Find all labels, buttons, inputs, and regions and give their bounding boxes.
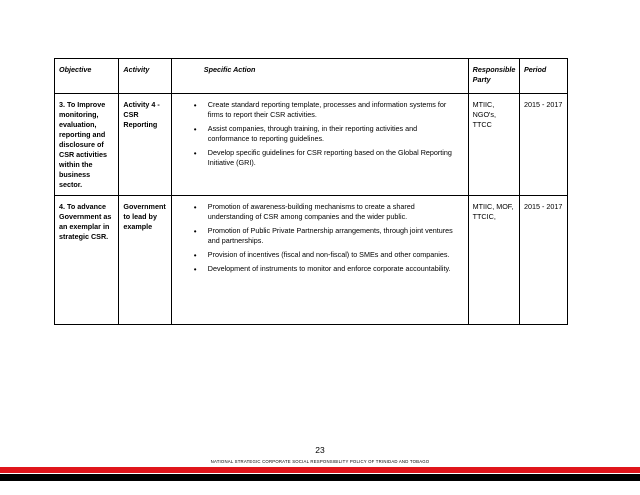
responsible-party-cell: MTIIC, NGO's, TTCC: [468, 94, 519, 196]
action-list: [176, 202, 464, 274]
action-item: [193, 100, 464, 120]
header-period: Period: [519, 59, 567, 94]
action-item: [193, 123, 464, 144]
bullet-icon: •: [193, 124, 197, 134]
action-text: Provision of incentives (fiscal and non-fiscal) to SMEs and other companies.: [207, 250, 450, 260]
action-list: [176, 100, 464, 168]
objective-cell: 4. To advance Government as an exemplar in strategic CSR.: [55, 196, 119, 325]
period-cell: 2015 - 2017: [519, 94, 567, 196]
footer-title: NATIONAL STRATEGIC CORPORATE SOCIAL RESPONSIBILITY POLICY OF TRINIDAD AND TOBAGO: [210, 459, 430, 464]
page-number: 23: [315, 445, 325, 455]
header-responsible-party: Responsible Party: [468, 59, 519, 94]
bullet-icon: •: [193, 227, 197, 237]
action-text: Promotion of Public Private Partnership arrangements, through joint ventures and partnerships.: [207, 226, 453, 246]
action-text: Promotion of awareness-building mechanisms to create a shared understanding of CSR among companies and the wider public.: [207, 202, 415, 222]
objective-cell: 3. To Improve monitoring, evaluation, reporting and disclosure of CSR activities within the business sector.: [55, 94, 119, 196]
action-item: [193, 226, 464, 246]
action-text: Create standard reporting template, processes and information systems for firms to report their CSR activities.: [207, 100, 447, 119]
specific-action-cell: [171, 94, 468, 196]
activity-cell: Activity 4 - CSR Reporting: [119, 94, 171, 196]
bullet-icon: •: [193, 251, 197, 261]
action-item: [193, 202, 464, 222]
header-activity: Activity: [119, 59, 171, 94]
action-item: [193, 147, 464, 168]
specific-action-cell: [171, 196, 468, 325]
action-text: Development of instruments to monitor and enforce corporate accountability.: [207, 264, 451, 274]
action-text: Assist companies, through training, in their reporting activities and conformance to reporting guidelines.: [207, 123, 418, 143]
bullet-icon: •: [193, 101, 197, 110]
table-header-row: [55, 59, 568, 94]
csr-action-plan-table: [54, 58, 568, 325]
responsible-party-cell: MTIIC, MOF, TTCIC,: [468, 196, 519, 325]
action-item: [193, 264, 464, 275]
footer-black-band: [0, 474, 640, 481]
action-text: Develop specific guidelines for CSR reporting based on the Global Reporting Initiative (GRI).: [207, 147, 452, 167]
header-specific-action: Specific Action: [171, 59, 468, 94]
bullet-icon: •: [193, 203, 197, 213]
action-item: [193, 250, 464, 261]
header-objective: Objective: [55, 59, 119, 94]
bullet-icon: •: [193, 148, 197, 158]
table-row: [55, 196, 568, 325]
activity-cell: Government to lead by example: [119, 196, 171, 325]
table-row: [55, 94, 568, 196]
bullet-icon: •: [193, 265, 197, 275]
period-cell: 2015 - 2017: [519, 196, 567, 325]
